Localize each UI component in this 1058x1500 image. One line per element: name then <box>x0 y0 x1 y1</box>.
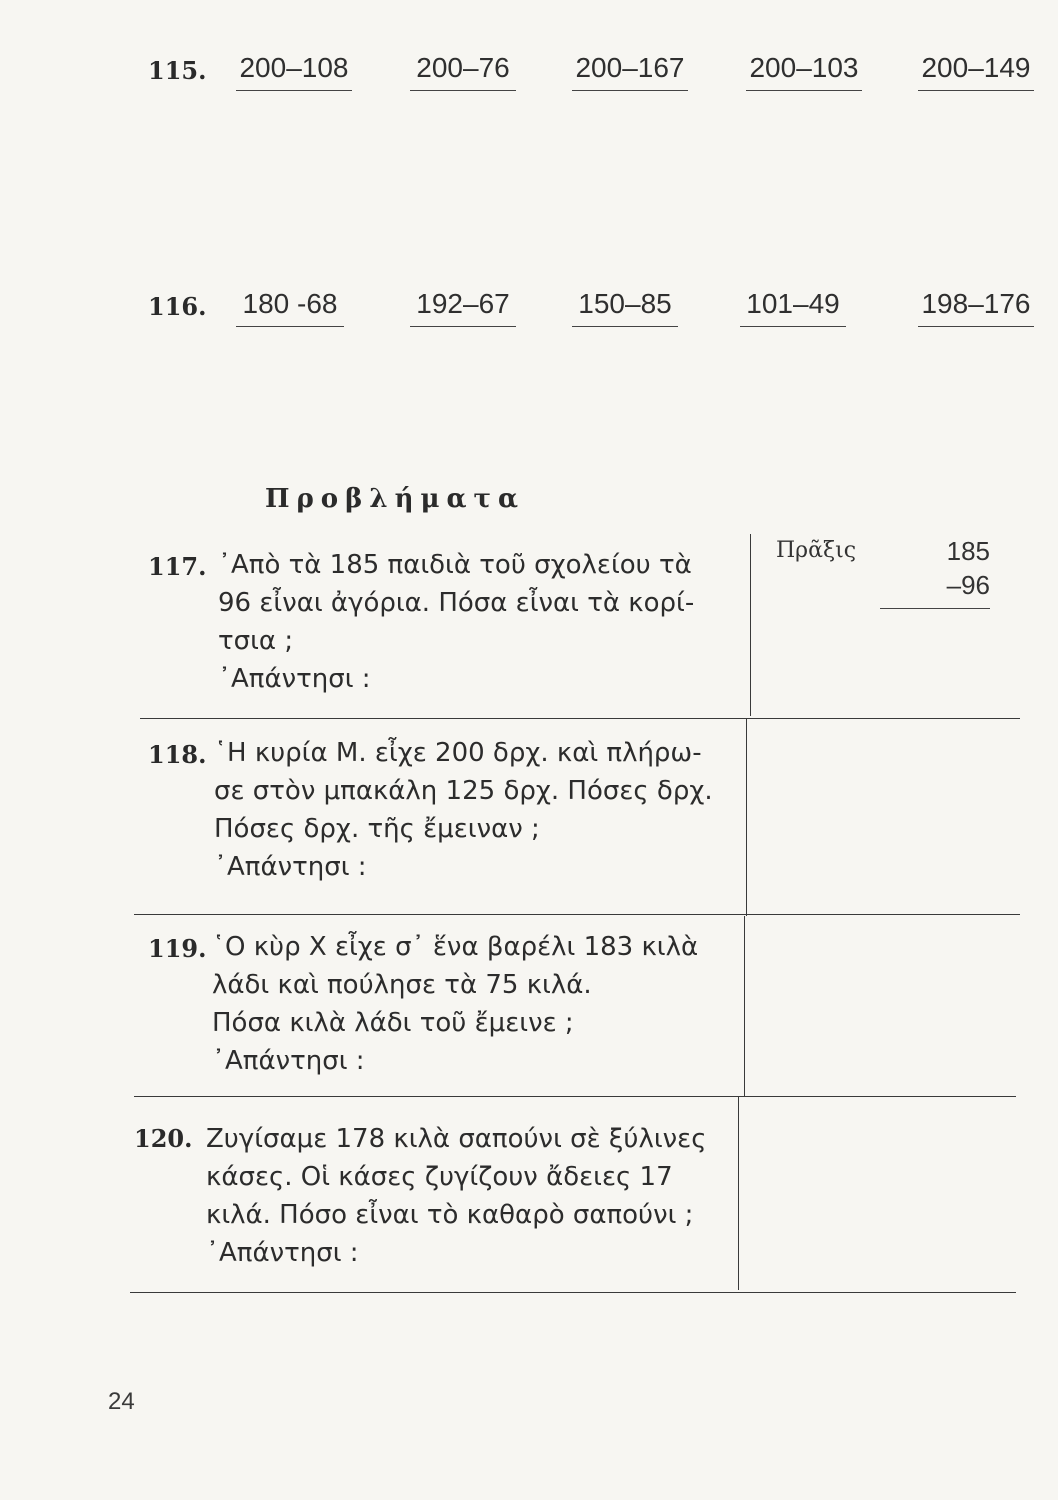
subtraction-item <box>918 52 1034 91</box>
subtraction-item <box>572 288 678 327</box>
problem-line: κιλά. Πόσο εἶναι τὸ καθαρὸ σαπούνι ; <box>206 1200 694 1230</box>
subtraction-item <box>236 288 344 327</box>
answer-underline <box>572 326 678 327</box>
answer-label: ᾿Απάντησι : <box>218 664 371 694</box>
column-divider <box>746 718 747 916</box>
problem-number: 119. <box>148 934 207 963</box>
row-separator <box>134 1096 1016 1097</box>
problem-line: 96 εἶναι ἀγόρια. Πόσα εἶναι τὰ κορί- <box>218 588 695 618</box>
problem-number: 117. <box>148 552 207 581</box>
praxis-calculation <box>880 534 990 609</box>
problem-line: τσια ; <box>218 626 294 656</box>
subtraction-text: 200–167 <box>575 52 685 83</box>
answer-label: ᾿Απάντησι : <box>212 1046 365 1076</box>
page-number: 24 <box>108 1388 135 1415</box>
subtraction-text: 150–85 <box>578 288 672 319</box>
subtraction-text: 200–108 <box>239 52 349 83</box>
subtraction-item <box>572 52 688 91</box>
subtraction-item <box>746 52 862 91</box>
praxis-subtrahend: –96 <box>880 568 990 609</box>
problem-text <box>212 928 732 1080</box>
subtraction-text: 200–103 <box>749 52 859 83</box>
problem-line: σε στὸν μπακάλη 125 δρχ. Πόσες δρχ. <box>214 776 713 806</box>
subtraction-text: 180 -68 <box>242 288 338 319</box>
section-title: Προβλήματα <box>264 484 526 514</box>
answer-underline <box>236 326 344 327</box>
problem-line: ῾Ο κὺρ Χ εἶχε σ᾿ ἕνα βαρέλι 183 κιλὰ <box>212 932 699 962</box>
answer-underline <box>918 326 1034 327</box>
answer-underline <box>918 90 1034 91</box>
row-separator <box>134 914 1020 915</box>
exercise-number: 116. <box>148 292 207 321</box>
answer-label: ᾿Απάντησι : <box>206 1238 359 1268</box>
answer-underline <box>746 90 862 91</box>
subtraction-item <box>410 52 516 91</box>
subtraction-item <box>410 288 516 327</box>
problem-line: κάσες. Οἱ κάσες ζυγίζουν ἄδειες 17 <box>206 1162 673 1192</box>
problem-text <box>218 546 738 698</box>
subtraction-item <box>740 288 846 327</box>
row-separator <box>140 718 1020 719</box>
praxis-minuend: 185 <box>946 536 990 566</box>
column-divider <box>750 534 751 716</box>
problem-line: Πόσες δρχ. τῆς ἔμειναν ; <box>214 814 540 844</box>
problem-number: 118. <box>148 740 207 769</box>
problem-line: λάδι καὶ πούλησε τὰ 75 κιλά. <box>212 970 592 1000</box>
subtraction-text: 192–67 <box>416 288 510 319</box>
exercise-row <box>0 288 1058 352</box>
column-divider <box>744 916 745 1096</box>
problem-line: ῾Η κυρία Μ. εἶχε 200 δρχ. καὶ πλήρω- <box>214 738 702 768</box>
row-separator <box>130 1292 1016 1293</box>
exercise-number: 115. <box>148 56 207 85</box>
subtraction-text: 200–76 <box>416 52 510 83</box>
subtraction-text: 198–176 <box>921 288 1031 319</box>
subtraction-text: 200–149 <box>921 52 1031 83</box>
answer-underline <box>236 90 352 91</box>
answer-underline <box>740 326 846 327</box>
subtraction-text: 101–49 <box>746 288 840 319</box>
column-divider <box>738 1096 739 1290</box>
answer-underline <box>410 326 516 327</box>
problem-number: 120. <box>134 1124 193 1153</box>
answer-underline <box>572 90 688 91</box>
answer-underline <box>410 90 516 91</box>
subtraction-item <box>236 52 352 91</box>
subtraction-item <box>918 288 1034 327</box>
problem-line: Πόσα κιλὰ λάδι τοῦ ἔμεινε ; <box>212 1008 574 1038</box>
praxis-label: Πρᾶξις <box>776 538 857 563</box>
problem-text <box>206 1120 726 1272</box>
problem-line: Ζυγίσαμε 178 κιλὰ σαπούνι σὲ ξύλινες <box>206 1124 707 1154</box>
problem-line: ᾿Απὸ τὰ 185 παιδιὰ τοῦ σχολείου τὰ <box>218 550 692 580</box>
answer-label: ᾿Απάντησι : <box>214 852 367 882</box>
exercise-row <box>0 52 1058 116</box>
problem-text <box>214 734 734 886</box>
